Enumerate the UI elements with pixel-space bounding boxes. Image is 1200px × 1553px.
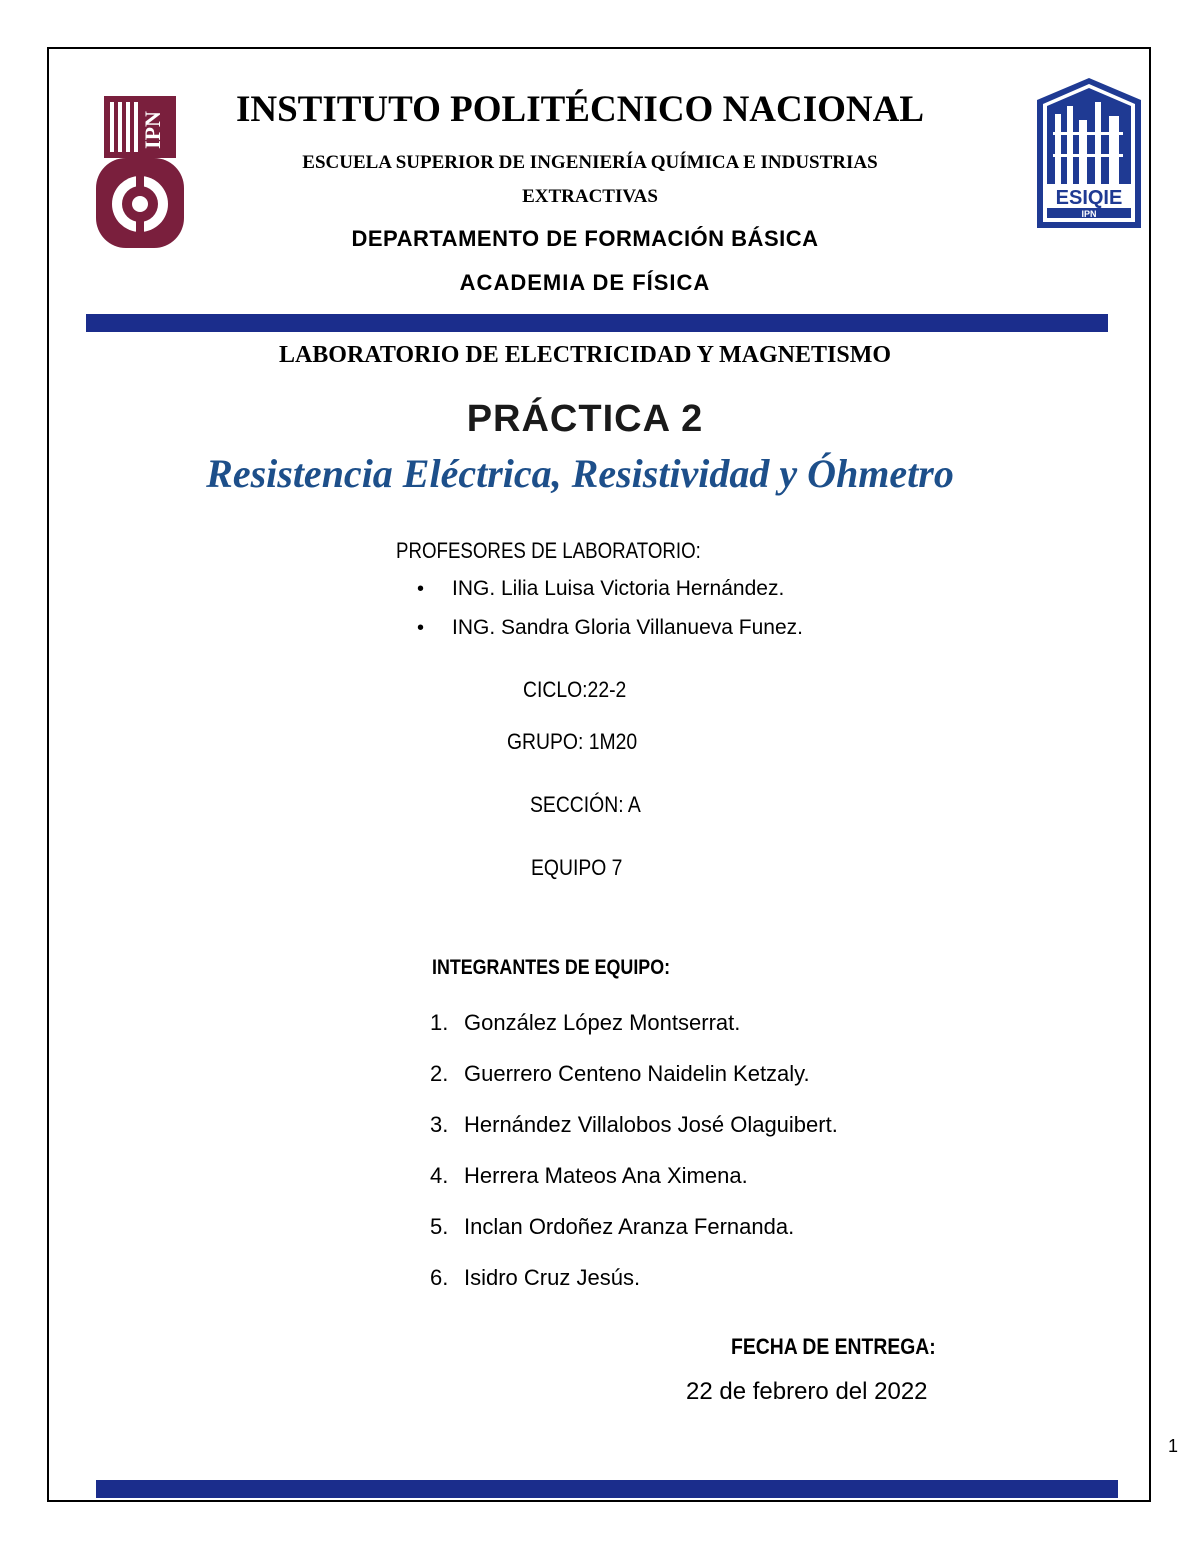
member-name: González López Montserrat.	[464, 1010, 741, 1035]
member-number: 3.	[430, 1112, 449, 1137]
bottom-accent-bar	[96, 1480, 1118, 1498]
member-name: Guerrero Centeno Naidelin Ketzaly.	[464, 1061, 810, 1086]
member-name: Herrera Mateos Ana Ximena.	[464, 1163, 748, 1188]
practice-number: PRÁCTICA 2	[466, 398, 704, 440]
list-item	[430, 1161, 838, 1212]
seccion: SECCIÓN: A	[530, 792, 641, 817]
delivery-heading: FECHA DE ENTREGA:	[731, 1334, 936, 1359]
practice-title: Resistencia Eléctrica, Resistividad y Óhmetro	[206, 451, 954, 496]
member-name: Isidro Cruz Jesús.	[464, 1265, 641, 1290]
laboratory-title: LABORATORIO DE ELECTRICIDAD Y MAGNETISMO	[278, 342, 892, 368]
school-name	[220, 146, 960, 214]
professor-item: • ING. Sandra Gloria Villanueva Funez.	[415, 613, 803, 652]
list-item	[430, 1263, 838, 1314]
esiqie-logo-subtext: IPN	[1081, 209, 1097, 219]
esiqie-logo	[1033, 76, 1145, 230]
page-number: 1	[1168, 1436, 1179, 1456]
team-heading: INTEGRANTES DE EQUIPO:	[432, 956, 671, 979]
academy: ACADEMIA DE FÍSICA	[459, 270, 711, 295]
grupo: GRUPO: 1M20	[507, 729, 638, 754]
list-item	[430, 1110, 838, 1161]
member-name: Inclan Ordoñez Aranza Fernanda.	[464, 1214, 795, 1239]
ciclo: CICLO:22-2	[523, 677, 627, 702]
member-name: Hernández Villalobos José Olaguibert.	[464, 1112, 838, 1137]
list-item	[430, 1008, 838, 1059]
school-name-line2: EXTRACTIVAS	[522, 186, 658, 207]
institution-title: INSTITUTO POLITÉCNICO NACIONAL	[235, 89, 925, 130]
list-item	[430, 1059, 838, 1110]
department: DEPARTAMENTO DE FORMACIÓN BÁSICA	[351, 226, 819, 251]
member-number: 5.	[430, 1214, 449, 1239]
top-accent-bar	[86, 314, 1108, 332]
member-number: 6.	[430, 1265, 449, 1290]
ipn-logo-text: IPN	[140, 111, 165, 149]
esiqie-logo-text: ESIQIE	[1055, 187, 1123, 209]
professors-heading: PROFESORES DE LABORATORIO:	[396, 538, 701, 563]
member-number: 4.	[430, 1163, 449, 1188]
list-item	[430, 1212, 838, 1263]
equipo: EQUIPO 7	[531, 855, 623, 880]
delivery-date: 22 de febrero del 2022	[686, 1378, 928, 1405]
professors-list	[415, 574, 803, 652]
team-members-list	[430, 1008, 838, 1314]
school-name-line1: ESCUELA SUPERIOR DE INGENIERÍA QUÍMICA E INDUSTRIAS	[302, 152, 878, 173]
member-number: 2.	[430, 1061, 449, 1086]
member-number: 1.	[430, 1010, 449, 1035]
professor-item: • ING. Lilia Luisa Victoria Hernández.	[415, 574, 803, 613]
